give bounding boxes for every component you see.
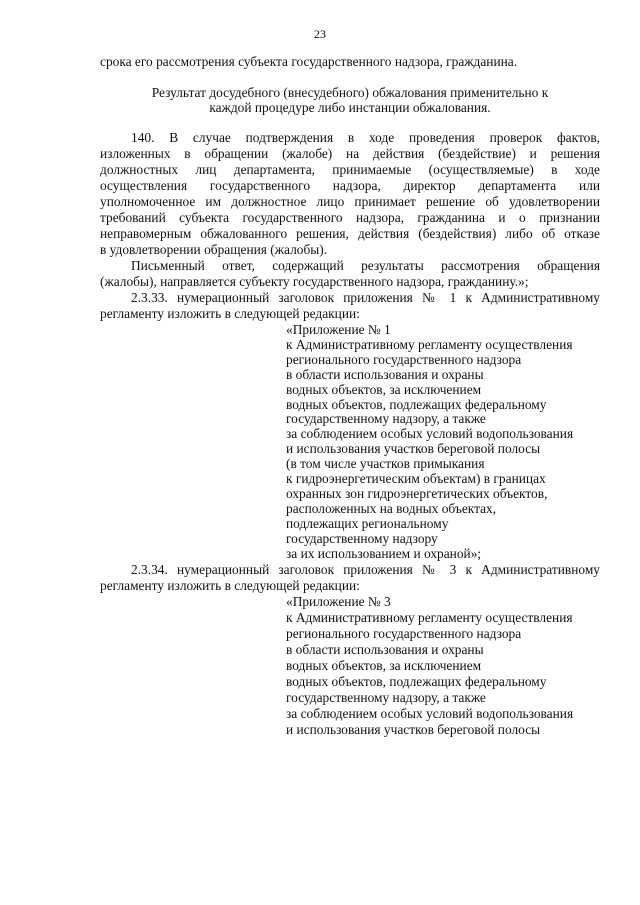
- text-line: 2.3.34. нумерационный заголовок приложения № 3 к Административному: [131, 562, 600, 577]
- text-line: срока его рассмотрения субъекта государственного надзора, гражданина.: [100, 54, 518, 69]
- appendix-line: водных объектов, подлежащих федеральному: [286, 396, 547, 412]
- appendix-line: к Административному регламенту осуществления: [286, 610, 573, 625]
- heading-line: Результат досудебного (внесудебного) обжалования применительно к: [151, 85, 549, 100]
- appendix-line: за соблюдением особых условий водопользования: [286, 426, 574, 442]
- appendix-line: регионального государственного надзора: [286, 626, 522, 641]
- appendix-line: государственному надзору: [286, 530, 438, 546]
- text-line: регламенту изложить в следующей редакции:: [100, 306, 360, 321]
- appendix-line: охранных зон гидроэнергетических объектов,: [286, 485, 548, 501]
- appendix-line: «Приложение № 1: [286, 322, 391, 337]
- appendix-line: водных объектов, за исключением: [286, 658, 482, 673]
- text-line: должностных лиц департамента, принимаемые (осуществляемые) в ходе: [100, 162, 600, 177]
- text-line: 2.3.33. нумерационный заголовок приложения № 1 к Административному: [131, 290, 600, 305]
- appendix-line: (в том числе участков примыкания: [286, 456, 485, 472]
- appendix-line: водных объектов, подлежащих федеральному: [286, 674, 547, 689]
- appendix-line: государственному надзору, а также: [286, 690, 486, 705]
- appendix-line: за соблюдением особых условий водопользования: [286, 706, 574, 721]
- appendix-line: и использования участков береговой полосы: [286, 441, 541, 457]
- appendix-line: расположенных на водных объектах,: [286, 500, 497, 516]
- text-line: осуществления государственного надзора, директор департамента или: [100, 178, 600, 193]
- text-line: изложенных в обращении (жалобе) на действия (бездействие) и решения: [100, 146, 600, 161]
- text-line: 140. В случае подтверждения в ходе проведения проверок фактов,: [131, 130, 600, 145]
- appendix-line: за их использованием и охраной»;: [286, 545, 482, 561]
- text-line: требований субъекта государственного надзора, гражданина и о признании: [100, 210, 600, 225]
- heading-line: каждой процедуре либо инстанции обжалования.: [209, 100, 491, 115]
- text-line: в удовлетворении обращения (жалобы).: [100, 242, 328, 257]
- appendix-line: «Приложение № 3: [286, 594, 391, 609]
- text-line: неправомерным обжалованного решения, действия (бездействия) либо об отказе: [100, 226, 600, 241]
- appendix-line: и использования участков береговой полосы: [286, 722, 541, 737]
- text-line: регламенту изложить в следующей редакции:: [100, 578, 360, 593]
- appendix-line: регионального государственного надзора: [286, 351, 522, 367]
- text-line: (жалобы), направляется субъекту государственного надзора, гражданину.»;: [100, 274, 529, 289]
- appendix-line: к гидроэнергетическим объектам) в границах: [286, 471, 546, 486]
- appendix-line: государственному надзору, а также: [286, 411, 486, 427]
- appendix-line: в области использования и охраны: [286, 642, 484, 657]
- appendix-line: водных объектов, за исключением: [286, 381, 482, 397]
- appendix-line: в области использования и охраны: [286, 366, 484, 382]
- page-number: 23: [314, 27, 326, 41]
- appendix-line: подлежащих региональному: [286, 515, 449, 531]
- text-line: Письменный ответ, содержащий результаты рассмотрения обращения: [131, 258, 600, 273]
- text-line: уполномоченное им должностное лицо принимает решение об удовлетворении: [100, 194, 600, 209]
- appendix-line: к Административному регламенту осуществления: [286, 336, 573, 352]
